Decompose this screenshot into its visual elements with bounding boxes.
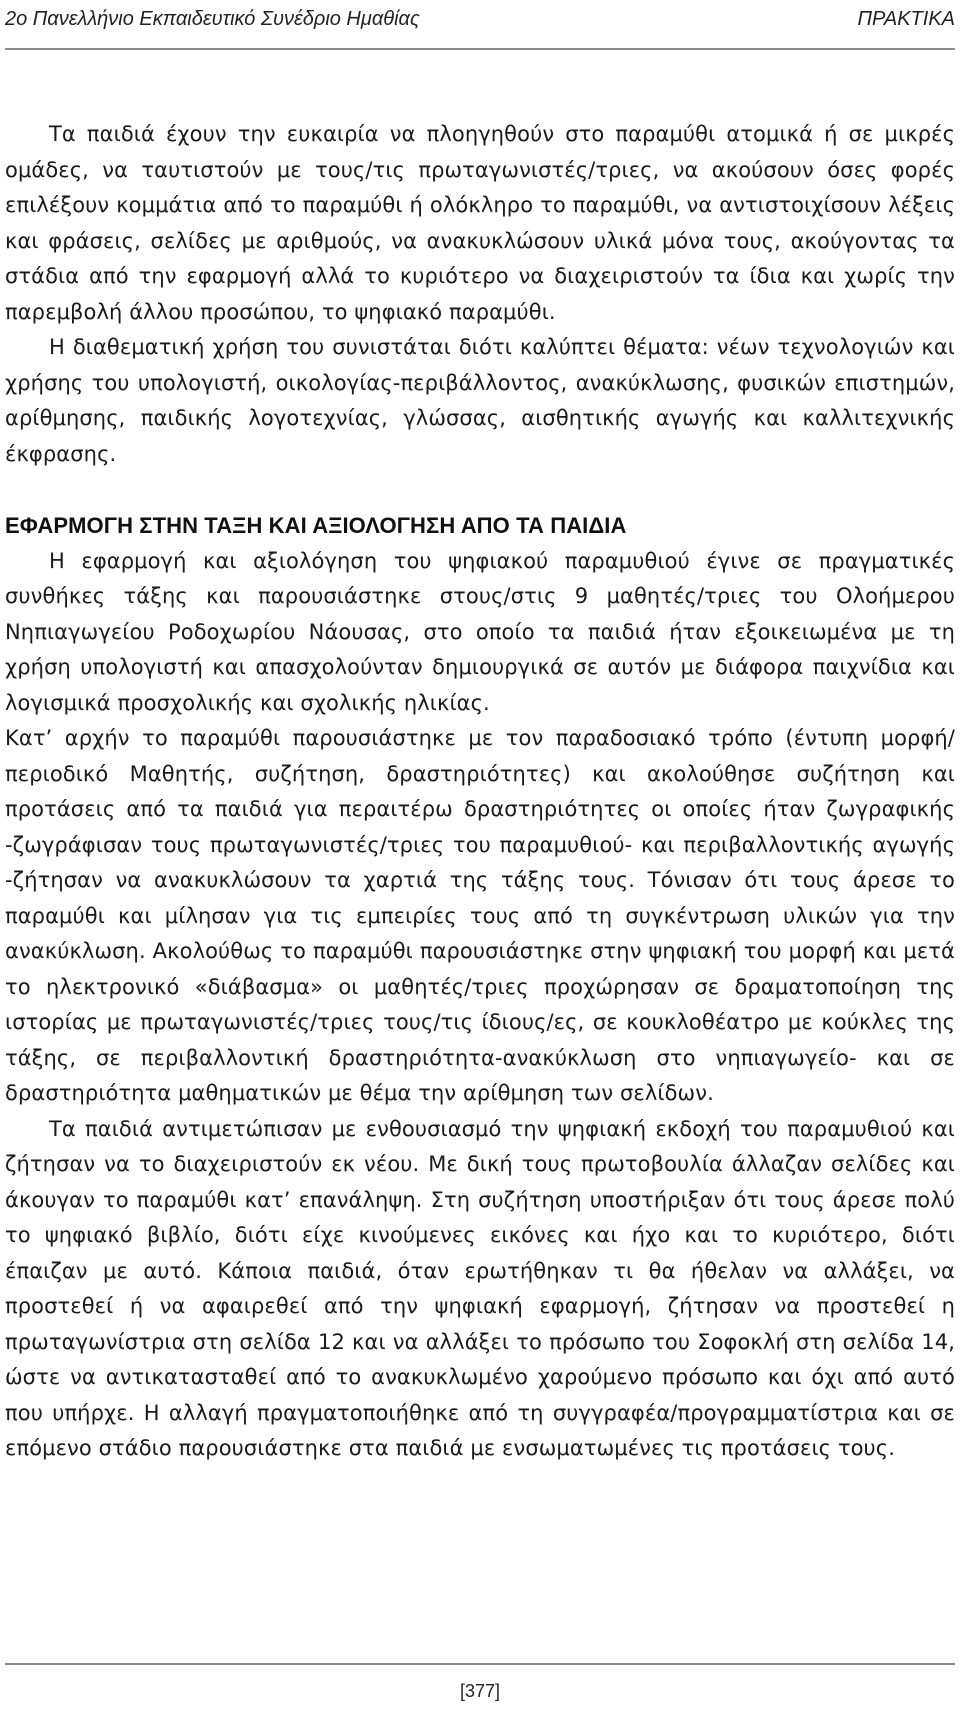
header-divider [5, 48, 955, 50]
paragraph-presentation: Κατ’ αρχήν το παραμύθι παρουσιάστηκε με τον παραδοσιακό τρόπο (έντυπη μορφή/περιοδικό Μαθητής, συζήτηση, δραστηριότητες) και ακολούθησε συζήτηση και προτάσεις από τα παιδιά για περαιτέρω δραστηριότητες οι οποίες ήταν ζωγραφικής -ζωγράφισαν τους πρωταγωνιστές/τριες του παραμυθιού- και περιβαλλοντικής αγωγής -ζήτησαν να ανακυκλώσουν τα χαρτιά της τάξης τους. Τόνισαν ότι τους άρεσε το παραμύθι και μίλησαν για τις εμπειρίες τους από τη συγκέντρωση υλικών για την ανακύκλωση. Ακολούθως το παραμύθι παρουσιάστηκε στην ψηφιακή του μορφή και μετά το ηλεκτρονικό «διάβασμα» οι μαθητές/τριες προχώρησαν σε δραματοποίηση της ιστορίας με πρωταγωνιστές/τριες τους/τις ίδιους/ες, σε κουκλοθέατρο με κούκλες της τάξης, σε περιβαλλοντική δραστηριότητα-ανακύκλωση στο νηπιαγωγείο- και σε δραστηριότητα μαθηματικών με θέμα την αρίθμηση των σελίδων. [5, 726, 955, 1105]
running-header [5, 0, 955, 38]
document-body [5, 117, 955, 1467]
conference-title: 2ο Πανελλήνιο Εκπαιδευτικό Συνέδριο Ημαθίας [5, 7, 420, 30]
section-label: ΠΡΑΚΤΙΚΑ [857, 7, 955, 30]
paragraph-cross-curricular: Η διαθεματική χρήση του συνιστάται διότι καλύπτει θέματα: νέων τεχνολογιών και χρήσης του υπολογιστή, οικολογίας-περιβάλλοντος, ανακύκλωσης, φυσικών επιστημών, αρίθμησης, παιδικής λογοτεχνίας, γλώσσας, αισθητικής αγωγής και καλλιτεχνικής έκφρασης. [5, 335, 955, 466]
section-heading: ΕΦΑΡΜΟΓΗ ΣΤΗΝ ΤΑΞΗ ΚΑΙ ΑΞΙΟΛΟΓΗΣΗ ΑΠΟ ΤΑ ΠΑΙΔΙΑ [5, 513, 627, 538]
paragraph-evaluation: Τα παιδιά αντιμετώπισαν με ενθουσιασμό την ψηφιακή εκδοχή του παραμυθιού και ζήτησαν να το διαχειριστούν εκ νέου. Με δική τους πρωτοβουλία άλλαζαν σελίδες και άκουγαν το παραμύθι κατ’ επανάληψη. Στη συζήτηση υποστήριξαν ότι τους άρεσε πολύ το ψηφιακό βιβλίο, διότι είχε κινούμενες εικόνες και ήχο και το κυριότερο, διότι έπαιζαν με αυτό. Κάποια παιδιά, όταν ερωτήθηκαν τι θα ήθελαν να αλλάξει, να προστεθεί ή να αφαιρεθεί από την ψηφιακή εφαρμογή, ζήτησαν να προστεθεί η πρωταγωνίστρια στη σελίδα 12 και να αλλάξει το πρόσωπο του Σοφοκλή στη σελίδα 14, ώστε να αντικατασταθεί από το ανακυκλωμένο χαρούμενο πρόσωπο και όχι από αυτό που υπήρχε. Η αλλαγή πραγματοποιήθηκε από τη συγγραφέα/προγραμματίστρια και σε επόμενο στάδιο παρουσιάστηκε στα παιδιά με ενσωματωμένες τις προτάσεις τους. [5, 1116, 955, 1460]
paragraph-navigation: Τα παιδιά έχουν την ευκαιρία να πλοηγηθούν στο παραμύθι ατομικά ή σε μικρές ομάδες, να ταυτιστούν με τους/τις πρωταγωνιστές/τριες, να ακούσουν όσες φορές επιλέξουν κομμάτια από το παραμύθι ή ολόκληρο το παραμύθι, να αντιστοιχίσουν λέξεις και φράσεις, σελίδες με αριθμούς, να ανακυκλώσουν υλικά μόνα τους, ακούγοντας τα στάδια από την εφαρμογή αλλά το κυριότερο να διαχειριστούν τα ίδια και χωρίς την παρεμβολή άλλου προσώπου, το ψηφιακό παραμύθι. [5, 122, 955, 324]
footer-divider [5, 1663, 955, 1665]
paragraph-application: Η εφαρμογή και αξιολόγηση του ψηφιακού παραμυθιού έγινε σε πραγματικές συνθήκες τάξης και παρουσιάστηκε στους/στις 9 μαθητές/τριες του Ολοήμερου Νηπιαγωγείου Ροδοχωρίου Νάουσας, στο οποίο τα παιδιά ήταν εξοικειωμένα με τη χρήση υπολογιστή και απασχολούνταν δημιουργικά σε αυτόν με διάφορα παιχνίδια και λογισμικά προσχολικής και σχολικής ηλικίας. [5, 548, 955, 715]
page-number: [377] [459, 1681, 501, 1701]
